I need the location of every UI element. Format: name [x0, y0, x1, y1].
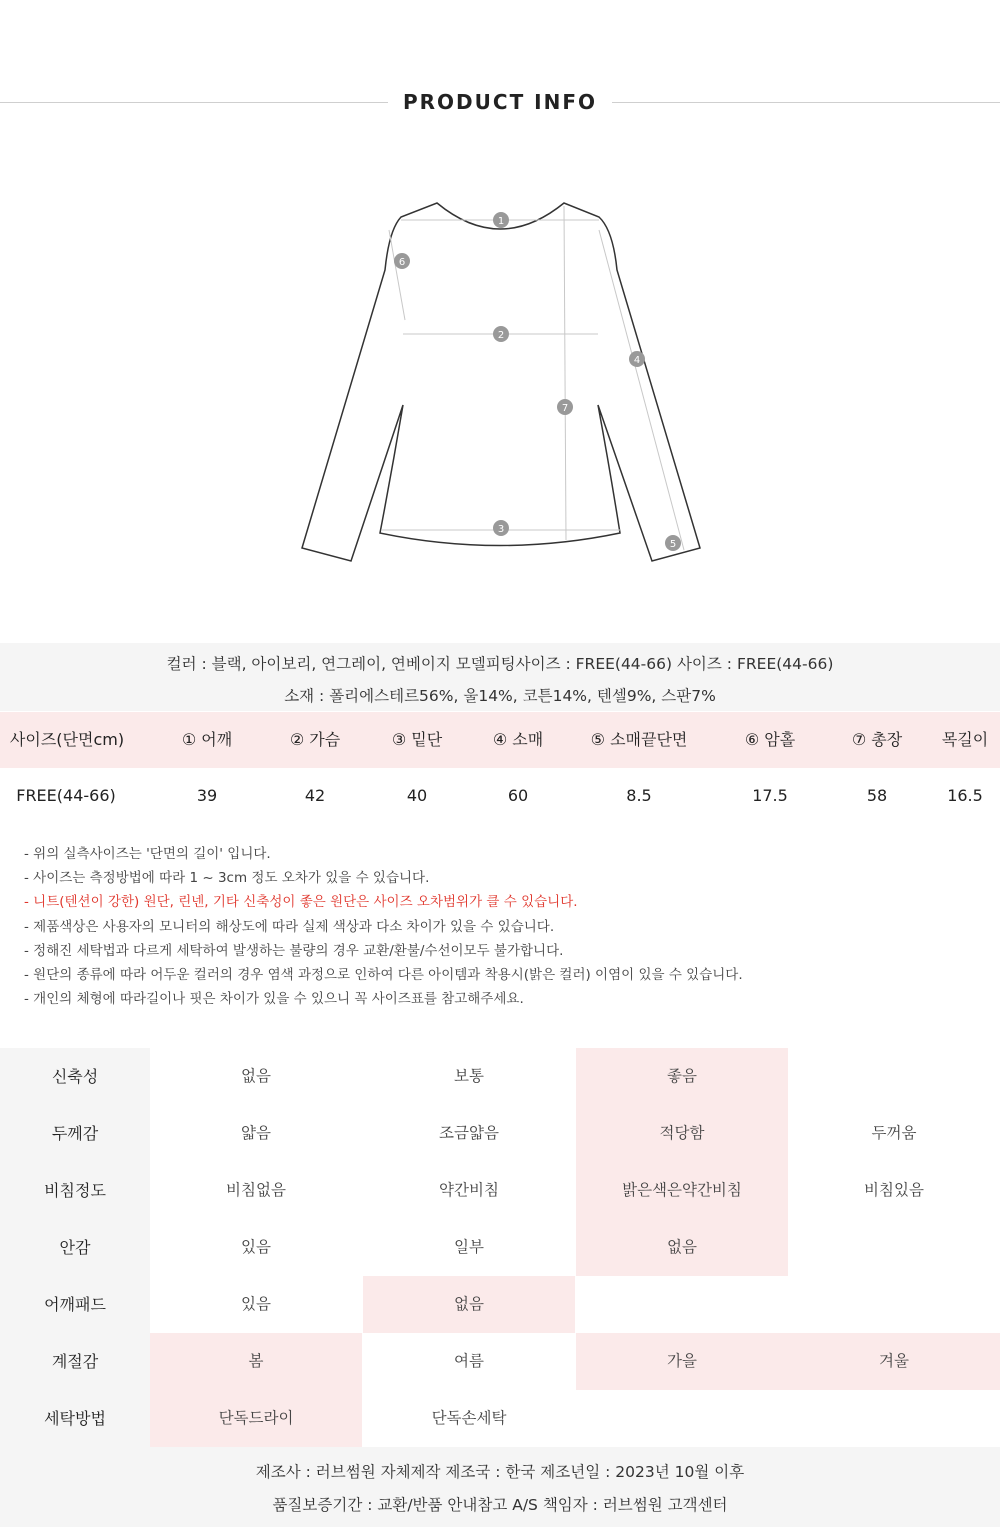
header-armhole: ⑥ 암홀 [744, 730, 796, 749]
page-title: PRODUCT INFO [402, 90, 598, 114]
attr-option: 보통 [454, 1067, 484, 1085]
shoulder-value: 39 [196, 786, 218, 805]
attr-option: 일부 [454, 1238, 484, 1256]
attr-option-selected: 겨울 [788, 1333, 1000, 1390]
attr-option: 있음 [241, 1295, 271, 1313]
attr-label: 두께감 [0, 1105, 150, 1162]
attr-option: 두꺼움 [871, 1124, 917, 1142]
attr-label: 안감 [0, 1219, 150, 1276]
marker-3 [493, 520, 509, 536]
note-item-warning: - 니트(텐션이 강한) 원단, 린넨, 기타 신축성이 좋은 원단은 사이즈 오차범위가 클 수 있습니다. [24, 894, 578, 911]
attr-option: 약간비침 [439, 1181, 499, 1199]
sleeve-value: 60 [507, 786, 529, 805]
fabric-attributes-table [0, 1048, 1000, 1447]
note-item: - 제품색상은 사용자의 모니터의 해상도에 따라 실제 색상과 다소 차이가 있을 수 있습니다. [24, 918, 555, 935]
color-size-line: 컬러 : 블랙, 아이보리, 연그레이, 연베이지 모델피팅사이즈 : FREE(44-66) 사이즈 : FREE(44-66) [166, 655, 834, 673]
header-sleeve-end: ⑤ 소매끝단면 [590, 730, 688, 749]
attr-option [576, 1390, 788, 1447]
total-length-value: 58 [866, 786, 888, 805]
attr-row-stretch [0, 1048, 1000, 1105]
attr-option: 조금얇음 [439, 1124, 499, 1142]
marker-4 [629, 351, 645, 367]
note-item: - 개인의 체형에 따라길이나 핏은 차이가 있을 수 있으니 꼭 사이즈표를 참고해주세요. [24, 991, 524, 1008]
attr-option: 단독손세탁 [431, 1409, 507, 1427]
attr-option: 없음 [241, 1067, 271, 1085]
manufacturer-line: 제조사 : 러브썸원 자체제작 제조국 : 한국 제조년일 : 2023년 10월 이후 [255, 1463, 745, 1481]
header-chest: ② 가슴 [289, 730, 341, 749]
attr-option-selected: 단독드라이 [150, 1390, 362, 1447]
neck-length-value: 16.5 [947, 786, 983, 805]
note-item: - 원단의 종류에 따라 어두운 컬러의 경우 염색 과정으로 인하여 다른 아이템과 착용시(밝은 컬러) 이염이 있을 수 있습니다. [24, 966, 743, 983]
svg-text:1: 1 [497, 216, 505, 227]
armhole-value: 17.5 [752, 786, 788, 805]
attr-label: 비침정도 [0, 1162, 150, 1219]
attr-row-sheerness [0, 1162, 1000, 1219]
attr-row-shoulder-pad [0, 1276, 1000, 1333]
marker-6 [394, 253, 410, 269]
product-info-header [0, 88, 1000, 118]
attr-option: 비침없음 [226, 1181, 286, 1199]
material-line: 소재 : 폴리에스테르56%, 울14%, 코튼14%, 텐셀9%, 스판7% [284, 687, 716, 705]
svg-text:6: 6 [398, 257, 406, 268]
attr-option-selected: 봄 [150, 1333, 362, 1390]
attr-row-season [0, 1333, 1000, 1390]
chest-value: 42 [304, 786, 326, 805]
attr-option-selected: 밝은색은약간비침 [576, 1162, 788, 1219]
sleeve-end-value: 8.5 [626, 786, 652, 805]
attr-option: 얇음 [241, 1124, 271, 1142]
header-size: 사이즈(단면cm) [9, 730, 125, 749]
attr-option [788, 1048, 1000, 1105]
header-hem: ③ 밑단 [391, 730, 443, 749]
garment-measurement-diagram [290, 190, 710, 570]
header-neck-length: 목길이 [941, 730, 989, 749]
size-table-header [0, 712, 1000, 768]
attr-option-selected: 없음 [363, 1276, 575, 1333]
attr-option: 있음 [241, 1238, 271, 1256]
svg-text:2: 2 [497, 330, 505, 341]
marker-2 [493, 326, 509, 342]
marker-1 [493, 212, 509, 228]
note-item: - 사이즈는 측정방법에 따라 1 ~ 3cm 정도 오차가 있을 수 있습니다. [24, 870, 430, 887]
attr-option: 여름 [454, 1352, 484, 1370]
garment-outline [302, 203, 700, 561]
header-total-length: ⑦ 총장 [851, 730, 903, 749]
measurement-guides [381, 206, 684, 550]
size-notes [24, 845, 743, 1014]
svg-text:5: 5 [669, 539, 677, 550]
hem-value: 40 [406, 786, 428, 805]
marker-7 [557, 399, 573, 415]
attr-label: 신축성 [0, 1048, 150, 1105]
note-item: - 정해진 세탁법과 다르게 세탁하여 발생하는 불량의 경우 교환/환불/수선이모두 불가합니다. [24, 942, 564, 959]
attr-option-selected: 적당함 [576, 1105, 788, 1162]
attr-label: 어깨패드 [0, 1276, 150, 1333]
attr-option: 비침있음 [864, 1181, 924, 1199]
header-divider-left [0, 102, 388, 103]
attr-option-selected: 좋음 [576, 1048, 788, 1105]
measurement-markers [394, 212, 681, 551]
marker-5 [665, 535, 681, 551]
note-item: - 위의 실측사이즈는 '단면의 길이' 입니다. [24, 846, 271, 862]
svg-text:4: 4 [633, 355, 641, 366]
attr-option [788, 1276, 1000, 1333]
size-table [0, 712, 1000, 824]
table-row [0, 768, 1000, 824]
svg-text:3: 3 [497, 524, 505, 535]
attr-option [788, 1219, 1000, 1276]
attr-option [576, 1276, 788, 1333]
attr-row-washing [0, 1390, 1000, 1447]
svg-text:7: 7 [561, 403, 569, 414]
header-divider-right [612, 102, 1000, 103]
manufacturer-band [0, 1447, 1000, 1527]
warranty-line: 품질보증기간 : 교환/반품 안내참고 A/S 책임자 : 러브썸원 고객센터 [272, 1496, 728, 1514]
size-value: FREE(44-66) [16, 786, 116, 805]
attr-option-selected: 없음 [576, 1219, 788, 1276]
attr-label: 세탁방법 [0, 1390, 150, 1447]
header-shoulder: ① 어깨 [181, 730, 233, 749]
attr-option [788, 1390, 1000, 1447]
attr-option-selected: 가을 [576, 1333, 788, 1390]
attr-row-thickness [0, 1105, 1000, 1162]
attr-row-lining [0, 1219, 1000, 1276]
attr-label: 계절감 [0, 1333, 150, 1390]
header-sleeve: ④ 소매 [492, 730, 544, 749]
